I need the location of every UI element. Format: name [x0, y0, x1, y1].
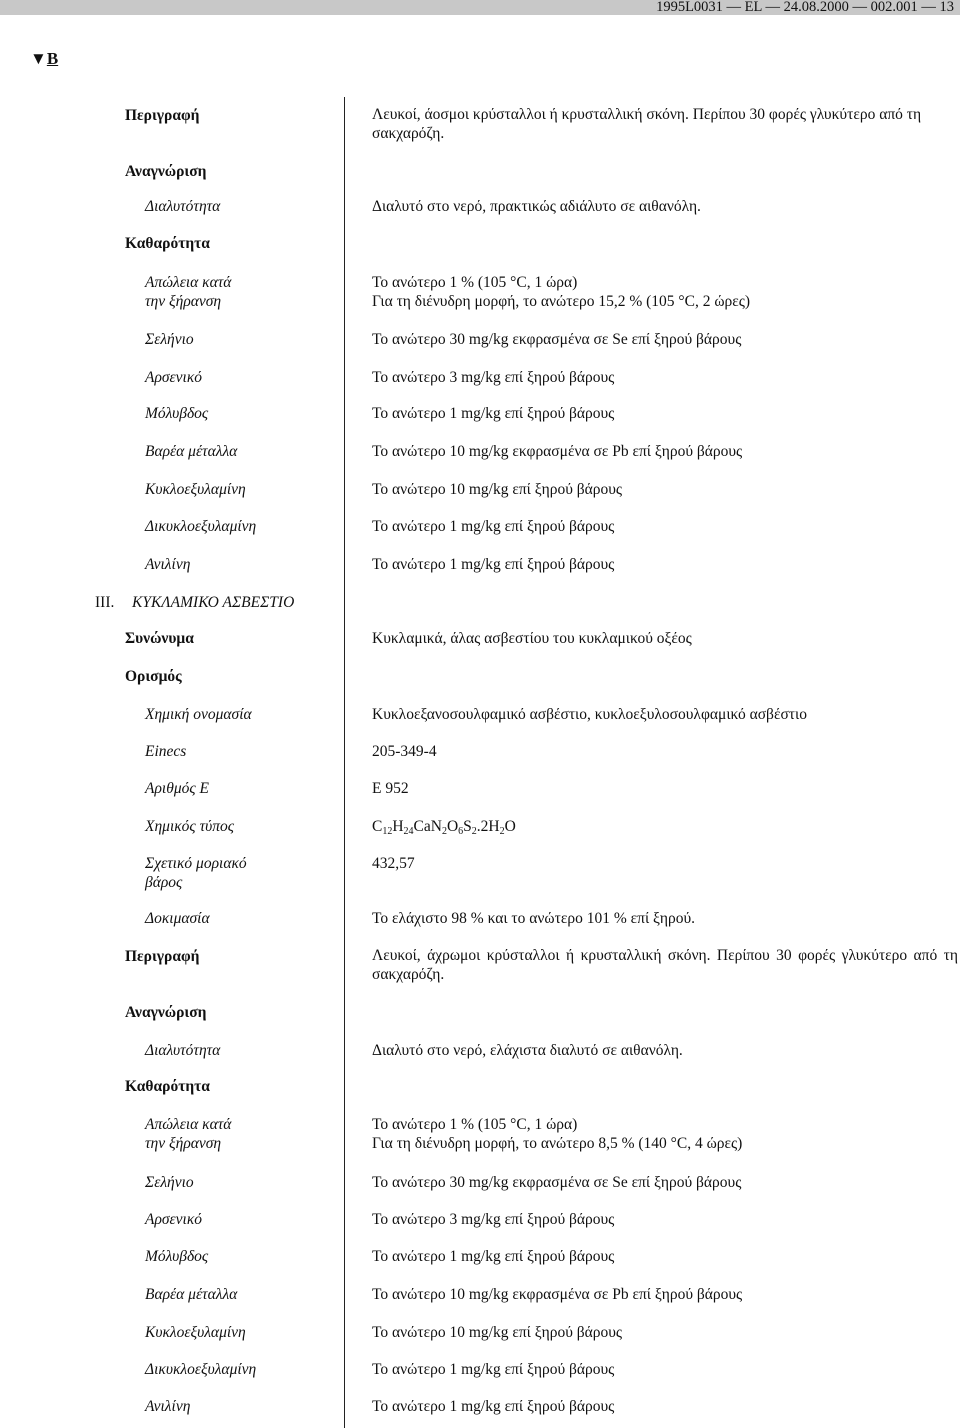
assay-label: Δοκιμασία [145, 910, 210, 927]
purity-item-value: Το ανώτερο 1 % (105 °C, 1 ώρα) [372, 1116, 578, 1133]
purity-item-value: Το ανώτερο 30 mg/kg εκφρασμένα σε Se επί ξηρού βάρους [372, 1174, 742, 1191]
section-number: III. [95, 594, 115, 611]
solubility-value: Διαλυτό στο νερό, ελάχιστα διαλυτό σε αιθανόλη. [372, 1042, 683, 1059]
synonyms-label: Συνώνυμα [125, 630, 194, 647]
section-title: ΚΥΚΛΑΜΙΚΟ ΑΣΒΕΣΤΙΟ [132, 594, 295, 611]
document-reference: 1995L0031 — EL — 24.08.2000 — 002.001 — 13 [656, 0, 954, 15]
purity-label: Καθαρότητα [125, 235, 210, 252]
e-number-label: Αριθμός Ε [145, 780, 209, 797]
purity-item-label: Απώλεια κατά [145, 274, 232, 291]
e-number-value: Ε 952 [372, 780, 409, 797]
purity-item-label: Βαρέα μέταλλα [145, 443, 238, 460]
purity-item-value: Το ανώτερο 3 mg/kg επί ξηρού βάρους [372, 1211, 615, 1228]
purity-item-label: Ανιλίνη [145, 1398, 191, 1415]
purity-item-value: Το ανώτερο 10 mg/kg εκφρασμένα σε Pb επί ξηρού βάρους [372, 443, 743, 460]
purity-item-label: Δικυκλοεξυλαμίνη [145, 518, 257, 535]
identification-label: Αναγνώριση [125, 163, 207, 180]
purity-item-label: Αρσενικό [145, 369, 203, 386]
purity-label: Καθαρότητα [125, 1078, 210, 1095]
solubility-label: Διαλυτότητα [145, 1042, 221, 1059]
triangle-down-icon: ▼ [30, 49, 47, 68]
solubility-label: Διαλυτότητα [145, 198, 221, 215]
column-divider [344, 97, 345, 1428]
purity-item-label: Αρσενικό [145, 1211, 203, 1228]
definition-label: Ορισμός [125, 668, 182, 685]
consolidation-marker [30, 49, 58, 69]
purity-item-value: Το ανώτερο 1 mg/kg επί ξηρού βάρους [372, 1248, 615, 1265]
purity-item-label: Απώλεια κατά [145, 1116, 232, 1133]
purity-item-label-line2: την ξήρανση [145, 293, 222, 310]
purity-item-value: Το ανώτερο 1 mg/kg επί ξηρού βάρους [372, 556, 615, 573]
purity-item-label: Κυκλοεξυλαμίνη [145, 481, 246, 498]
molecular-weight-label-line2: βάρος [145, 874, 183, 891]
purity-item-label: Μόλυβδος [145, 405, 209, 422]
purity-item-value: Το ανώτερο 30 mg/kg εκφρασμένα σε Se επί ξηρού βάρους [372, 331, 742, 348]
solubility-value: Διαλυτό στο νερό, πρακτικώς αδιάλυτο σε αιθανόλη. [372, 198, 701, 215]
description-value: Λευκοί, άχρωμοι κρύσταλλοι ή κρυσταλλική σκόνη. Περίπου 30 φορές γλυκύτερο από τη σακχαρόζη. [372, 947, 958, 983]
marker-label: B [46, 49, 59, 68]
description-value: Λευκοί, άοσμοι κρύσταλλοι ή κρυσταλλική σκόνη. Περίπου 30 φορές γλυκύτερο από τη σακχαρόζη. [372, 106, 922, 142]
molecular-weight-label: Σχετικό μοριακό [145, 855, 247, 872]
purity-item-label: Κυκλοεξυλαμίνη [145, 1324, 246, 1341]
purity-item-label-line2: την ξήρανση [145, 1135, 222, 1152]
purity-item-value: Το ανώτερο 1 mg/kg επί ξηρού βάρους [372, 1398, 615, 1415]
chemical-name-label: Χημική ονομασία [145, 706, 252, 723]
purity-item-value: Το ανώτερο 3 mg/kg επί ξηρού βάρους [372, 369, 615, 386]
chemical-formula: $C_{12}H_{24}CaN_2O_6S_2.2H_2O$ [372, 818, 516, 837]
synonyms-value: Κυκλαμικά, άλας ασβεστίου του κυκλαμικού οξέος [372, 630, 692, 647]
molecular-weight-value: 432,57 [372, 855, 415, 872]
description-label: Περιγραφή [125, 948, 200, 965]
purity-item-label: Βαρέα μέταλλα [145, 1286, 238, 1303]
purity-item-value: Το ανώτερο 10 mg/kg επί ξηρού βάρους [372, 1324, 623, 1341]
identification-label: Αναγνώριση [125, 1004, 207, 1021]
purity-item-value: Το ανώτερο 1 % (105 °C, 1 ώρα) [372, 274, 578, 291]
purity-item-label: Ανιλίνη [145, 556, 191, 573]
einecs-label: Einecs [145, 743, 187, 760]
page-header-bar [0, 0, 960, 15]
description-label: Περιγραφή [125, 107, 200, 124]
purity-item-value: Το ανώτερο 10 mg/kg εκφρασμένα σε Pb επί ξηρού βάρους [372, 1286, 743, 1303]
purity-item-value: Το ανώτερο 1 mg/kg επί ξηρού βάρους [372, 405, 615, 422]
formula-label: Χημικός τύπος [145, 818, 235, 835]
purity-item-value: Το ανώτερο 1 mg/kg επί ξηρού βάρους [372, 518, 615, 535]
chemical-name-value: Κυκλοεξανοσουλφαμικό ασβέστιο, κυκλοεξυλοσουλφαμικό ασβέστιο [372, 706, 807, 723]
purity-item-label: Μόλυβδος [145, 1248, 209, 1265]
purity-item-value: Το ανώτερο 1 mg/kg επί ξηρού βάρους [372, 1361, 615, 1378]
purity-item-label: Σελήνιο [145, 331, 194, 348]
purity-item-value: Το ανώτερο 10 mg/kg επί ξηρού βάρους [372, 481, 623, 498]
assay-value: Το ελάχιστο 98 % και το ανώτερο 101 % επί ξηρού. [372, 910, 696, 927]
purity-item-value-line2: Για τη διένυδρη μορφή, το ανώτερο 15,2 % (105 °C, 2 ώρες) [372, 293, 751, 310]
purity-item-label: Σελήνιο [145, 1174, 194, 1191]
purity-item-value-line2: Για τη διένυδρη μορφή, το ανώτερο 8,5 % (140 °C, 4 ώρες) [372, 1135, 743, 1152]
purity-item-label: Δικυκλοεξυλαμίνη [145, 1361, 257, 1378]
einecs-value: 205-349-4 [372, 743, 437, 760]
